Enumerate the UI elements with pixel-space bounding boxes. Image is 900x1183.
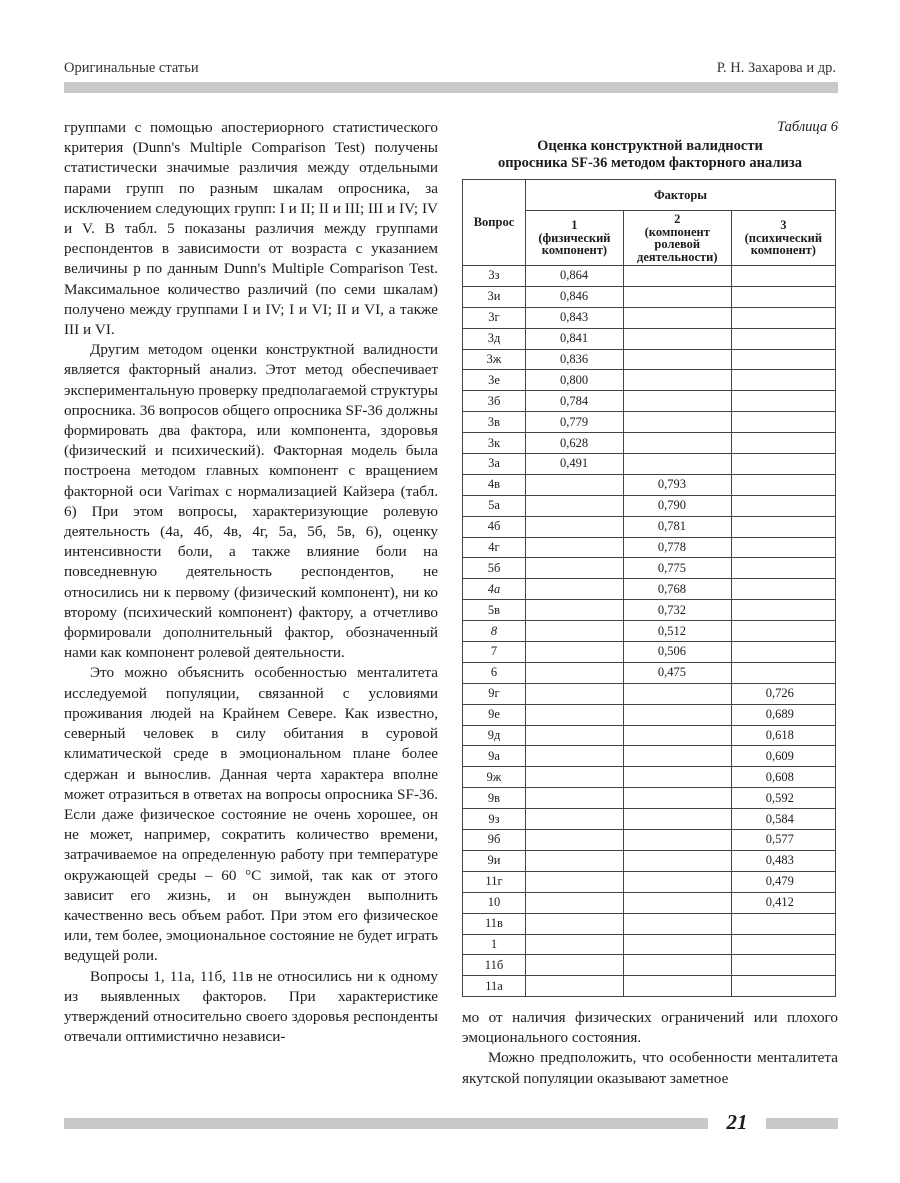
factor-header-line: компонент) (750, 243, 816, 258)
authors: Р. Н. Захарова и др. (716, 60, 836, 76)
factor2-cell: 0,512 (623, 621, 731, 642)
question-cell: 11г (463, 871, 526, 892)
table-row (463, 579, 836, 600)
factor2-cell (623, 850, 731, 871)
table-title (462, 138, 838, 172)
question-cell: 8 (463, 621, 526, 642)
table-row (463, 976, 836, 997)
factor1-cell (526, 850, 624, 871)
question-cell: 3г (463, 307, 526, 328)
factor2-cell (623, 725, 731, 746)
factor3-cell (731, 662, 835, 683)
factor1-cell: 0,628 (526, 433, 624, 454)
factor2-cell: 0,475 (623, 662, 731, 683)
table-row (463, 328, 836, 349)
factor1-cell (526, 976, 624, 997)
factor1-cell: 0,836 (526, 349, 624, 370)
section-title: Оригинальные статьи (64, 60, 199, 76)
question-cell: 5в (463, 600, 526, 621)
factor2-cell: 0,781 (623, 516, 731, 537)
question-cell: 3д (463, 328, 526, 349)
factor3-cell (731, 307, 835, 328)
factor1-cell (526, 767, 624, 788)
factor1-cell (526, 704, 624, 725)
column-group-factors: Факторы (526, 180, 836, 211)
question-cell: 3ж (463, 349, 526, 370)
table-title-line: опросника SF-36 методом факторного анализа (498, 155, 802, 171)
factor1-cell: 0,784 (526, 391, 624, 412)
table-row (463, 830, 836, 851)
factor1-cell (526, 495, 624, 516)
paragraph: Вопросы 1, 11а, 11б, 11в не относились ни к одному из выявленных факторов. При характеристике утверждений относительно своего здоровья респонденты отвечали оптимистично независи- (64, 967, 438, 1046)
factor1-cell (526, 621, 624, 642)
factor-analysis-table (462, 179, 836, 997)
table-row (463, 433, 836, 454)
factor2-cell (623, 746, 731, 767)
factor3-cell (731, 328, 835, 349)
table-row (463, 704, 836, 725)
factor3-cell (731, 266, 835, 287)
factor2-cell: 0,778 (623, 537, 731, 558)
table-row (463, 370, 836, 391)
factor3-cell (731, 474, 835, 495)
table-row (463, 600, 836, 621)
table-row (463, 495, 836, 516)
table-row (463, 725, 836, 746)
factor3-cell (731, 621, 835, 642)
factor1-cell (526, 662, 624, 683)
factor3-cell: 0,609 (731, 746, 835, 767)
factor2-cell (623, 830, 731, 851)
factor-header-line: 2 (674, 212, 681, 226)
question-cell: 3а (463, 454, 526, 475)
factor3-cell (731, 433, 835, 454)
factor2-cell (623, 286, 731, 307)
table-row (463, 662, 836, 683)
factor3-cell (731, 579, 835, 600)
factor2-cell: 0,506 (623, 642, 731, 663)
question-cell: 5а (463, 495, 526, 516)
factor3-cell (731, 558, 835, 579)
factor3-cell (731, 642, 835, 663)
table-row (463, 683, 836, 704)
factor2-cell: 0,768 (623, 579, 731, 600)
question-cell: 9в (463, 788, 526, 809)
factor2-cell: 0,732 (623, 600, 731, 621)
factor1-cell (526, 579, 624, 600)
factor-header-line: (психический (744, 230, 823, 245)
factor3-cell (731, 516, 835, 537)
question-cell: 6 (463, 662, 526, 683)
factor2-cell (623, 892, 731, 913)
question-cell: 3в (463, 412, 526, 433)
factor2-cell (623, 767, 731, 788)
factor2-cell (623, 955, 731, 976)
table-row (463, 934, 836, 955)
question-cell: 3б (463, 391, 526, 412)
table-row (463, 412, 836, 433)
table-row (463, 286, 836, 307)
factor1-cell (526, 913, 624, 934)
factor3-cell (731, 955, 835, 976)
table-row (463, 892, 836, 913)
table-row (463, 788, 836, 809)
question-cell: 7 (463, 642, 526, 663)
question-cell: 3з (463, 266, 526, 287)
table-row (463, 642, 836, 663)
factor-header-line: деятельности) (637, 249, 718, 264)
paragraph: Это можно объяснить особенностью менталитета исследуемой популяции, связанной с условиями проживания людей на Крайнем Севере. Как известно, северный человек в силу обитания в суровой климатической среде в эмоциональном плане более сдержан и вынослив. Данная черта характера вполне может отразиться в ответах на вопросы опросника SF-36. Если даже физическое состояние не очень хорошее, он не может, например, сократить количество времени, затрачиваемое на определенную работу при температуре окружающей среды – 60 °С зимой, так как от этого зависит его жизнь, и он вынужден выполнить качественно весь объем работ. При этом его физическое или, тем более, эмоциональное состояние не будет играть ведущей роли. (64, 664, 438, 965)
question-cell: 11б (463, 955, 526, 976)
paragraph: Можно предположить, что особенности менталитета якутской популяции оказывают заметное (462, 1049, 838, 1087)
table-row (463, 474, 836, 495)
table-row (463, 809, 836, 830)
table-row (463, 516, 836, 537)
table-label: Таблица 6 (777, 119, 838, 135)
factor1-cell: 0,800 (526, 370, 624, 391)
factor1-cell (526, 746, 624, 767)
factor1-cell: 0,841 (526, 328, 624, 349)
table-row (463, 307, 836, 328)
factor2-cell (623, 788, 731, 809)
factor3-cell (731, 286, 835, 307)
factor3-cell (731, 412, 835, 433)
question-cell: 3и (463, 286, 526, 307)
factor2-cell (623, 370, 731, 391)
factor-header-1 (526, 211, 624, 266)
table-row (463, 746, 836, 767)
factor-header-2 (623, 211, 731, 266)
table-title-line: Оценка конструктной валидности (537, 138, 763, 154)
factor3-cell: 0,618 (731, 725, 835, 746)
page-number: 21 (726, 1110, 748, 1134)
factor3-cell: 0,483 (731, 850, 835, 871)
table-body (463, 266, 836, 997)
table-row (463, 767, 836, 788)
question-cell: 4в (463, 474, 526, 495)
factor1-cell (526, 830, 624, 851)
factor2-cell (623, 454, 731, 475)
factor1-cell (526, 892, 624, 913)
factor1-cell (526, 683, 624, 704)
table-row (463, 349, 836, 370)
question-cell: 9з (463, 809, 526, 830)
factor1-cell: 0,846 (526, 286, 624, 307)
factor-header-line: (физический (538, 230, 611, 245)
question-cell: 11в (463, 913, 526, 934)
factor3-cell (731, 976, 835, 997)
factor-header-line: 1 (571, 218, 578, 233)
factor3-cell (731, 495, 835, 516)
footer-rule-right (766, 1118, 838, 1129)
question-cell: 3е (463, 370, 526, 391)
factor1-cell: 0,491 (526, 454, 624, 475)
factor2-cell (623, 871, 731, 892)
table-row (463, 955, 836, 976)
factor3-cell (731, 370, 835, 391)
factor2-cell (623, 391, 731, 412)
factor1-cell: 0,864 (526, 266, 624, 287)
factor3-cell: 0,726 (731, 683, 835, 704)
factor1-cell (526, 788, 624, 809)
question-cell: 1 (463, 934, 526, 955)
footer-rule (64, 1118, 708, 1129)
table-row (463, 871, 836, 892)
factor2-cell (623, 809, 731, 830)
question-cell: 10 (463, 892, 526, 913)
factor2-cell (623, 328, 731, 349)
factor2-cell (623, 307, 731, 328)
question-cell: 9е (463, 704, 526, 725)
question-cell: 9д (463, 725, 526, 746)
factor-header-line: ролевой (654, 237, 701, 251)
paragraph: мо от наличия физических ограничений или плохого эмоционального состояния. (462, 1009, 838, 1047)
left-column (64, 118, 438, 1047)
factor1-cell (526, 934, 624, 955)
factor1-cell (526, 558, 624, 579)
question-cell: 4б (463, 516, 526, 537)
table-row (463, 621, 836, 642)
question-cell: 9а (463, 746, 526, 767)
table-row (463, 913, 836, 934)
factor3-cell (731, 454, 835, 475)
factor3-cell: 0,608 (731, 767, 835, 788)
question-cell: 5б (463, 558, 526, 579)
factor2-cell (623, 976, 731, 997)
factor1-cell (526, 537, 624, 558)
paragraph: группами с помощью апостериорного статистического критерия (Dunn's Multiple Comparison Test) получены статистически значимые различия между отдельными парами групп по разным шкалам опросника, за исключением следующих групп: I и II; II и III; III и IV; IV и V. В табл. 5 показаны различия между группами респондентов в зависимости от возраста с указанием величины p по данным Dunn's Multiple Comparison Test. Максимальное количество различий (по семи шкалам) получено между группами I и IV; I и VI; II и VI, а также III и VI. (64, 119, 438, 339)
factor2-cell (623, 412, 731, 433)
factor2-cell (623, 266, 731, 287)
question-cell: 4г (463, 537, 526, 558)
factor2-cell (623, 349, 731, 370)
factor3-cell: 0,577 (731, 830, 835, 851)
table-row (463, 266, 836, 287)
factor1-cell: 0,779 (526, 412, 624, 433)
factor1-cell (526, 600, 624, 621)
factor2-cell (623, 433, 731, 454)
question-cell: 9ж (463, 767, 526, 788)
table-row (463, 537, 836, 558)
factor1-cell (526, 725, 624, 746)
question-cell: 4а (463, 579, 526, 600)
question-cell: 9г (463, 683, 526, 704)
factor1-cell: 0,843 (526, 307, 624, 328)
column-header-question: Вопрос (463, 180, 526, 266)
factor2-cell: 0,793 (623, 474, 731, 495)
question-cell: 3к (463, 433, 526, 454)
factor-header-line: (компонент (644, 224, 710, 239)
factor1-cell (526, 474, 624, 495)
header-rule (64, 82, 838, 93)
factor3-cell: 0,592 (731, 788, 835, 809)
factor-header-line: 3 (780, 218, 787, 233)
factor3-cell: 0,689 (731, 704, 835, 725)
table-row (463, 454, 836, 475)
factor3-cell (731, 391, 835, 412)
factor1-cell (526, 955, 624, 976)
factor2-cell (623, 704, 731, 725)
right-column (462, 1008, 838, 1089)
factor-header-line: компонент) (541, 243, 608, 258)
factor3-cell (731, 913, 835, 934)
factor1-cell (526, 516, 624, 537)
factor3-cell: 0,412 (731, 892, 835, 913)
question-cell: 9б (463, 830, 526, 851)
paragraph: Другим методом оценки конструктной валидности является факторный анализ. Этот метод обеспечивает экспериментальную проверку предполагаемой структуры опросника. 36 вопросов общего опросника SF-36 должны формировать два фактора, или компонента, здоровья (физический и психический). Факторная модель была построена методом главных компонент с вращением факторной оси Varimax с нормализацией Кайзера (табл. 6) При этом вопросы, характеризующие ролевую деятельность (4а, 4б, 4в, 4г, 5а, 5б, 5в, 6), оценку интенсивности боли, а также влияние боли на повседневную деятельность респондентов, не относились ни к первому (физический компонент), ни ко второму (психический компонент) фактору, а отчетливо формировали дополнительный фактор, обозначенный нами как компонент ролевой деятельности. (64, 341, 438, 662)
factor2-cell (623, 934, 731, 955)
table-row (463, 391, 836, 412)
factor3-cell: 0,479 (731, 871, 835, 892)
question-cell: 11а (463, 976, 526, 997)
factor3-cell (731, 600, 835, 621)
factor-header-3 (731, 211, 835, 266)
factor2-cell: 0,775 (623, 558, 731, 579)
factor2-cell (623, 913, 731, 934)
table-row (463, 558, 836, 579)
factor3-cell (731, 934, 835, 955)
factor1-cell (526, 809, 624, 830)
factor1-cell (526, 871, 624, 892)
question-cell: 9и (463, 850, 526, 871)
factor3-cell: 0,584 (731, 809, 835, 830)
factor3-cell (731, 349, 835, 370)
factor2-cell (623, 683, 731, 704)
factor2-cell: 0,790 (623, 495, 731, 516)
factor3-cell (731, 537, 835, 558)
table-row (463, 850, 836, 871)
factor1-cell (526, 642, 624, 663)
